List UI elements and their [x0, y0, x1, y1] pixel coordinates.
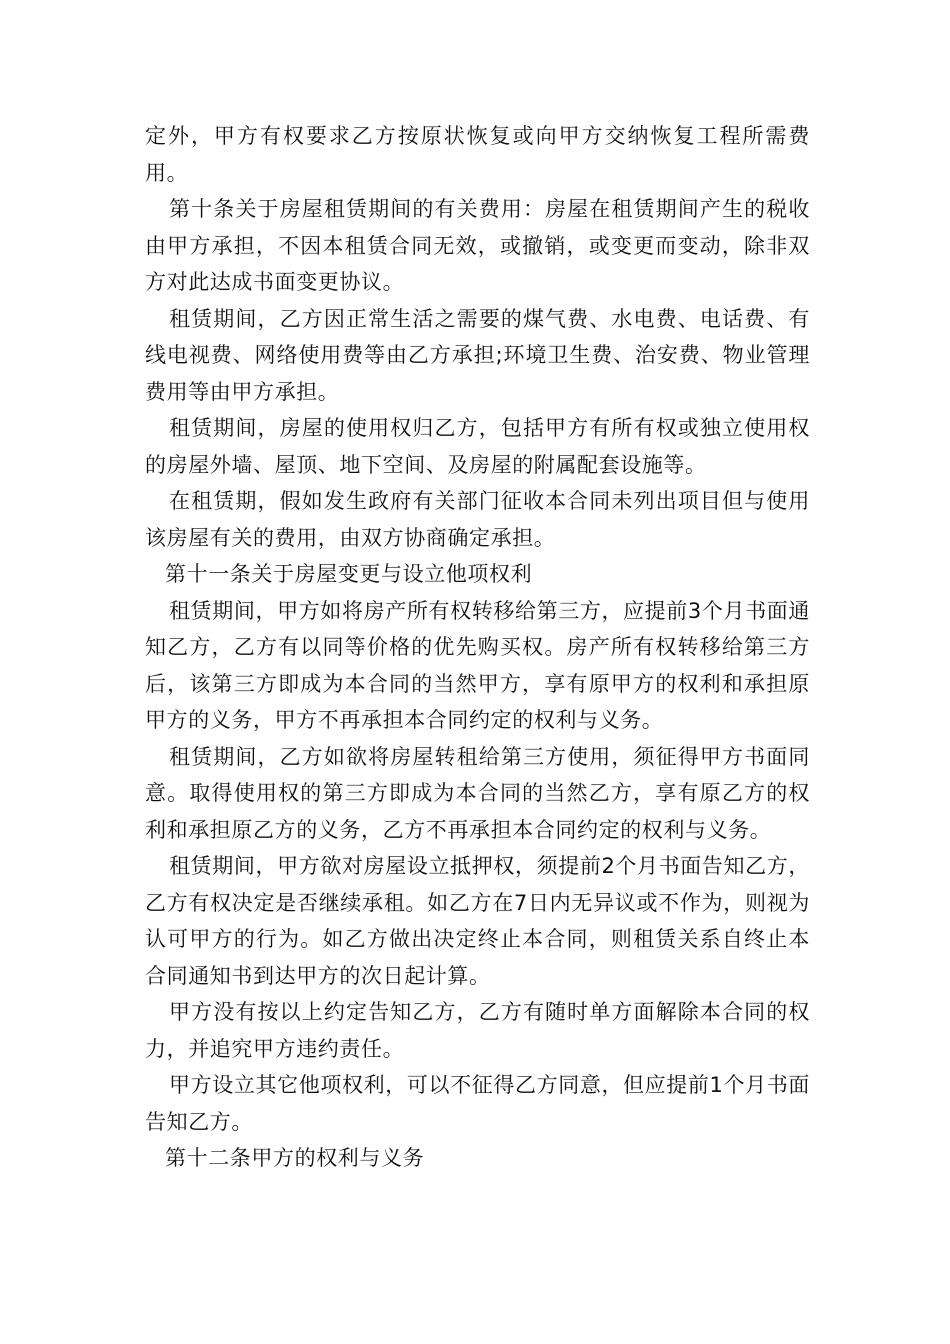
- heading-article-11: 第十一条关于房屋变更与设立他项权利: [165, 562, 533, 586]
- paragraph-utility-fees: 租赁期间，乙方因正常生活之需要的煤气费、水电费、电话费、有线电视费、网络使用费等由乙方承担;环境卫生费、治安费、物业管理费用等由甲方承担。: [145, 306, 810, 404]
- paragraph-termination-right: 甲方没有按以上约定告知乙方，乙方有随时单方面解除本合同的权力，并追究甲方违约责任。: [145, 1000, 810, 1061]
- paragraph-sublease: 租赁期间，乙方如欲将房屋转租给第三方使用，须征得甲方书面同意。取得使用权的第三方即成为本合同的当然乙方，享有原乙方的权利和承担原乙方的义务，乙方不再承担本合同约定的权利与义务。: [145, 744, 810, 842]
- heading-article-12: 第十二条甲方的权利与义务: [165, 1146, 425, 1170]
- paragraph-government-fees: 在租赁期，假如发生政府有关部门征收本合同未列出项目但与使用该房屋有关的费用，由双方协商确定承担。: [145, 489, 810, 550]
- paragraph-usage-rights: 租赁期间，房屋的使用权归乙方，包括甲方有所有权或独立使用权的房屋外墙、屋顶、地下空间、及房屋的附属配套设施等。: [145, 416, 810, 477]
- paragraph-ownership-transfer: 租赁期间，甲方如将房产所有权转移给第三方，应提前3个月书面通知乙方，乙方有以同等价格的优先购买权。房产所有权转移给第三方后，该第三方即成为本合同的当然甲方，享有原甲方的权利和承担原甲方的义务，甲方不再承担本合同约定的权利与义务。: [145, 598, 810, 732]
- document-body: [145, 118, 810, 1177]
- paragraph-mortgage: 租赁期间，甲方欲对房屋设立抵押权，须提前2个月书面告知乙方，乙方有权决定是否继续承租。如乙方在7日内无异议或不作为，则视为认可甲方的行为。如乙方做出决定终止本合同，则租赁关系自终止本合同通知书到达甲方的次日起计算。: [145, 854, 810, 988]
- paragraph-continuation: 定外，甲方有权要求乙方按原状恢复或向甲方交纳恢复工程所需费用。: [145, 124, 810, 185]
- paragraph-article-10: 第十条关于房屋租赁期间的有关费用：房屋在租赁期间产生的税收由甲方承担，不因本租赁合同无效，或撤销，或变更而变动，除非双方对此达成书面变更协议。: [145, 197, 810, 294]
- paragraph-other-rights: 甲方设立其它他项权利，可以不征得乙方同意，但应提前1个月书面告知乙方。: [145, 1073, 810, 1134]
